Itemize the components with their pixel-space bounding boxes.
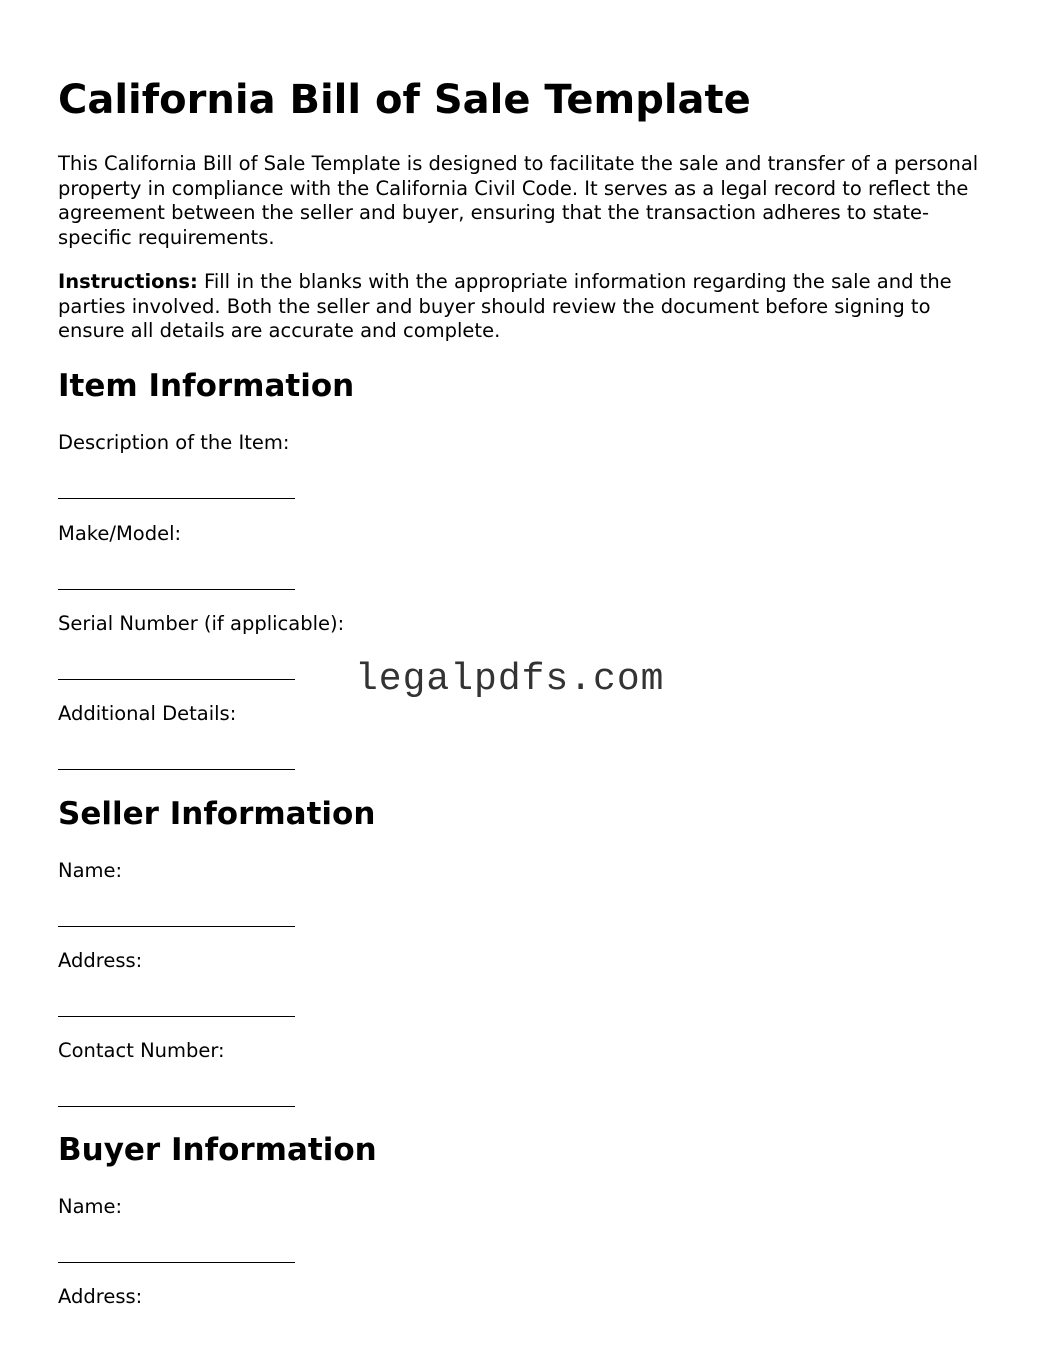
- document-title: California Bill of Sale Template: [58, 77, 751, 123]
- instructions-lead: Instructions:: [58, 270, 198, 293]
- intro-paragraph: This California Bill of Sale Template is designed to facilitate the sale and transfer of a personal property in compliance with the California Civil Code. It serves as a legal record to reflect the agreement between the seller and buyer, ensuring that the transaction adheres to state-specific requirements.: [58, 152, 979, 249]
- instructions-text: Fill in the blanks with the appropriate information regarding the sale and the parties involved. Both the seller and buyer should review the document before signing to ensure all details are accurate and complete.: [58, 270, 952, 342]
- seller-contact-number-label: Contact Number:: [58, 1039, 225, 1062]
- item-serial-number-label: Serial Number (if applicable):: [58, 612, 345, 635]
- buyer-address-label: Address:: [58, 1285, 143, 1308]
- instructions-paragraph: [58, 270, 993, 344]
- buyer-section-heading: Buyer Information: [58, 1132, 377, 1168]
- buyer-name-blank[interactable]: [58, 1262, 295, 1263]
- seller-section-heading: Seller Information: [58, 796, 376, 832]
- item-description-label: Description of the Item:: [58, 431, 290, 454]
- seller-name-blank[interactable]: [58, 926, 295, 927]
- item-make-model-blank[interactable]: [58, 589, 295, 590]
- buyer-name-label: Name:: [58, 1195, 123, 1218]
- item-description-blank[interactable]: [58, 498, 295, 499]
- seller-address-label: Address:: [58, 949, 143, 972]
- watermark-text: legalpdfs.com: [355, 658, 665, 701]
- item-make-model-label: Make/Model:: [58, 522, 182, 545]
- item-additional-details-blank[interactable]: [58, 769, 295, 770]
- item-serial-number-blank[interactable]: [58, 679, 295, 680]
- item-section-heading: Item Information: [58, 368, 355, 404]
- seller-contact-number-blank[interactable]: [58, 1106, 295, 1107]
- seller-name-label: Name:: [58, 859, 123, 882]
- item-additional-details-label: Additional Details:: [58, 702, 237, 725]
- seller-address-blank[interactable]: [58, 1016, 295, 1017]
